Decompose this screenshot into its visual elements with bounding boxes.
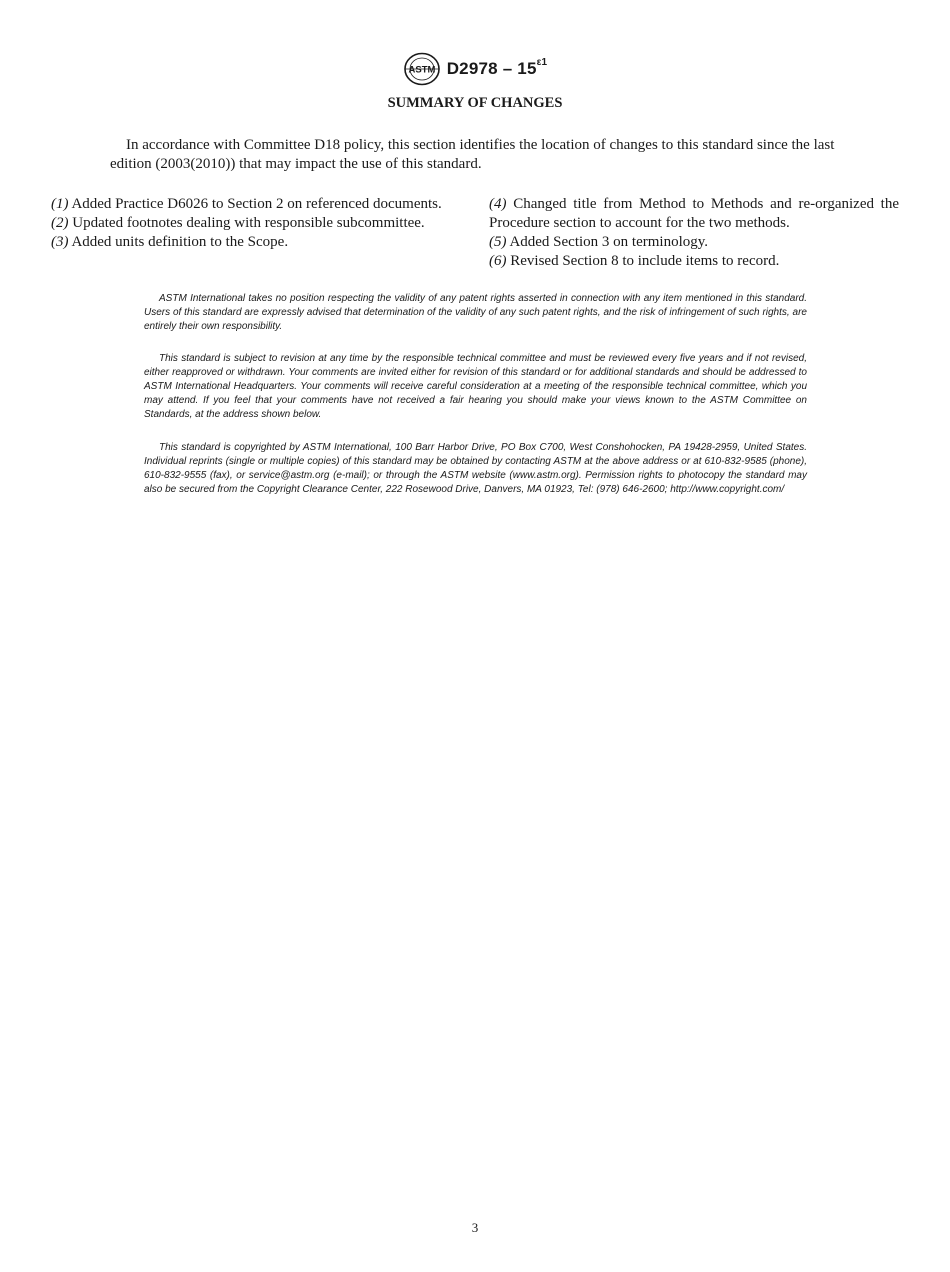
- change-number: (6): [489, 253, 507, 269]
- change-item: [489, 233, 899, 252]
- change-item: [51, 214, 461, 233]
- change-item: [489, 195, 899, 233]
- patent-notice-text: ASTM International takes no position respecting the validity of any patent rights asserted in connection with any item mentioned in this standard. Users of this standard are expressly advised that determination of the validity of any such patent rights, and the risk of infringement of such rights, are entirely their own responsibility.: [144, 293, 807, 332]
- change-item: [51, 233, 461, 252]
- section-title: SUMMARY OF CHANGES: [387, 95, 563, 111]
- change-text: Changed title from Method to Methods and re-organized the Procedure section to account for the two methods.: [489, 196, 900, 231]
- change-number: (3): [51, 234, 69, 250]
- change-number: (5): [489, 234, 507, 250]
- copyright-notice-text: This standard is copyrighted by ASTM International, 100 Barr Harbor Drive, PO Box C700, West Conshohocken, PA 19428-2959, United States. Individual reprints (single or multiple copies) of this standard may be obtained by contacting ASTM at the above address or at 610-832-9585 (phone), 610-832-9555 (fax), or service@astm.org (e-mail); or through the ASTM website (www.astm.org). Permission rights to photocopy the standard may also be secured from the Copyright Clearance Center, 222 Rosewood Drive, Danvers, MA 01923, Tel: (978) 646-2600; http://www.copyright.com/: [144, 442, 807, 495]
- revision-notice-text: This standard is subject to revision at any time by the responsible technical committee and must be reviewed every five years and if not revised, either reapproved or withdrawn. Your comments are invited either for revision of this standard or for additional standards and should be addressed to ASTM International Headquarters. Your comments will receive careful consideration at a meeting of the responsible technical committee, which you may attend. If you feel that your comments have not received a fair hearing you should make your views known to the ASTM Committee on Standards, at the address shown below.: [144, 353, 807, 420]
- change-text: Added Practice D6026 to Section 2 on referenced documents.: [71, 196, 442, 212]
- change-text: Revised Section 8 to include items to record.: [510, 253, 780, 269]
- intro-paragraph: In accordance with Committee D18 policy, this section identifies the location of changes to this standard since the last edition (2003(2010)) that may impact the use of this standard.: [110, 137, 835, 172]
- page-number: 3: [471, 1220, 479, 1235]
- change-item: [489, 252, 899, 271]
- change-text: Added units definition to the Scope.: [71, 234, 289, 250]
- designation: [447, 59, 548, 79]
- change-text: Added Section 3 on terminology.: [509, 234, 709, 250]
- designation-number: D2978 – 15: [446, 59, 537, 78]
- change-number: (4): [489, 196, 507, 212]
- logo-text: ASTM: [408, 64, 436, 76]
- astm-logo-icon: [403, 52, 441, 86]
- copyright-notice: [144, 441, 807, 497]
- revision-notice: [144, 352, 807, 422]
- change-text: Updated footnotes dealing with responsible subcommittee.: [72, 215, 425, 231]
- change-number: (2): [51, 215, 69, 231]
- change-number: (1): [51, 196, 69, 212]
- changes-right-column: [489, 195, 899, 271]
- changes-left-column: [51, 195, 461, 252]
- epsilon-superscript: ε1: [536, 57, 548, 69]
- patent-notice: [144, 292, 807, 334]
- change-item: [51, 195, 461, 214]
- document-header: [0, 52, 950, 91]
